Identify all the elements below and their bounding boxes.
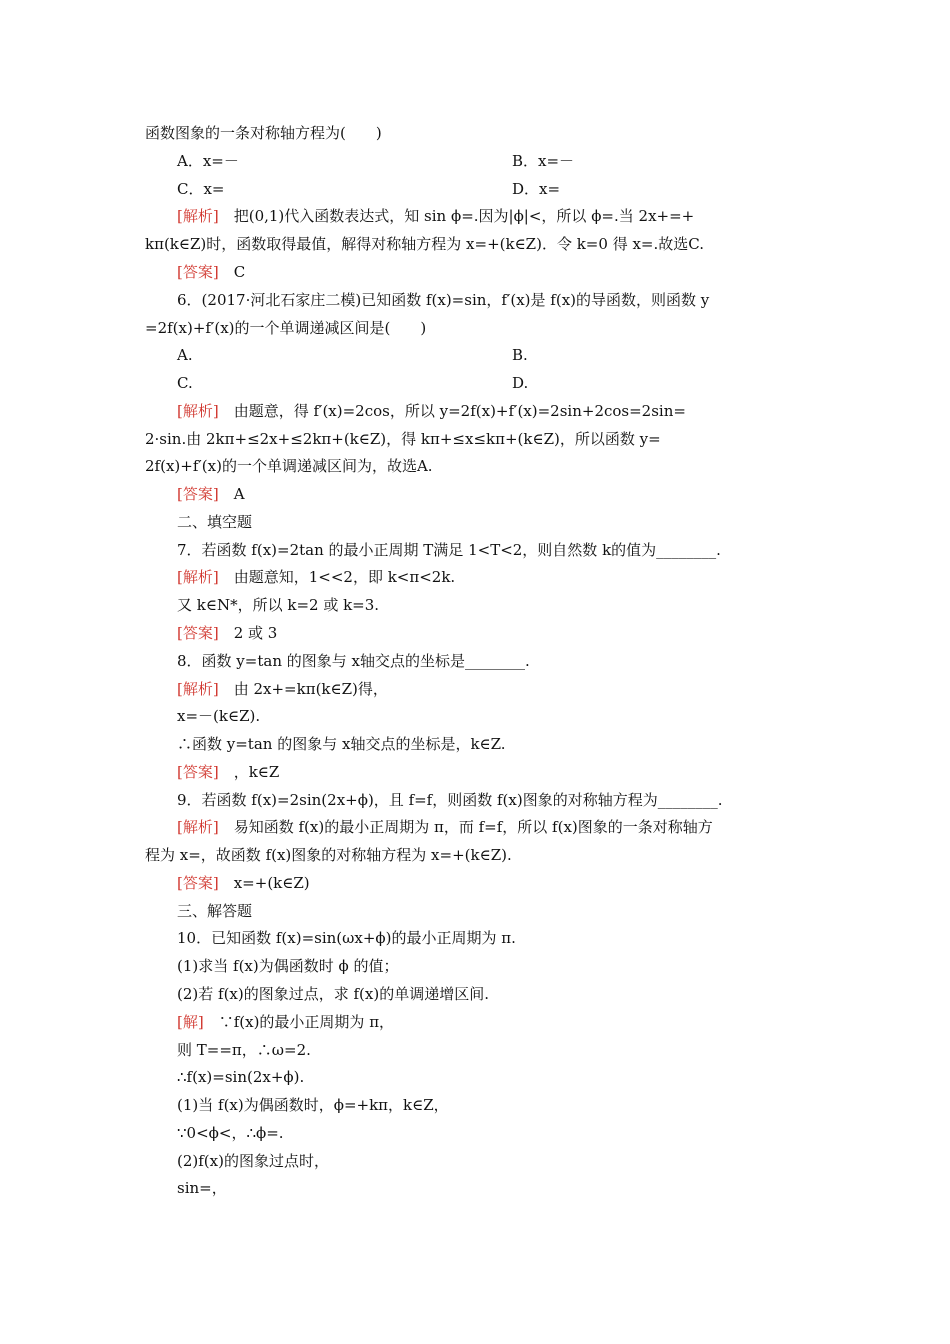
option-b: B．x=－ [512, 152, 575, 170]
solution-q10-line7: sin=， [177, 1179, 227, 1197]
q6-option-c: C. [177, 374, 193, 392]
solution-q10-line2: 则 T==π，∴ω=2. [177, 1041, 311, 1059]
analysis-q9-line1: [解析] 易知函数 f(x)的最小正周期为 π，而 f=f，所以 f(x)图象的一条对称轴方 [177, 818, 713, 836]
analysis-q7-line1: [解析] 由题意知，1<<2，即 k<π<2k. [177, 568, 456, 586]
answer-q7: [答案] 2 或 3 [177, 624, 278, 642]
q6-option-d: D. [512, 374, 529, 392]
answer-tag: [答案] [177, 874, 219, 892]
answer-q8: [答案] ，k∈Z [177, 763, 280, 781]
analysis-q8-line2: x=－(k∈Z). [177, 707, 261, 725]
analysis-tag: [解析] [177, 818, 219, 836]
question-10: 10．已知函数 f(x)=sin(ωx+ϕ)的最小正周期为 π. [177, 929, 516, 947]
question-6-line1: 6．(2017·河北石家庄二模)已知函数 f(x)=sin，f′(x)是 f(x)的导函数，则函数 y [177, 291, 710, 309]
answer-q5: [答案] C [177, 263, 246, 281]
answer-tag: [答案] [177, 624, 219, 642]
question-stem-tail: 函数图象的一条对称轴方程为( ) [145, 124, 382, 142]
analysis-q5-line2: kπ(k∈Z)时，函数取得最值，解得对称轴方程为 x=+(k∈Z)．令 k=0 得 x=.故选C. [145, 235, 704, 253]
answer-tag: [答案] [177, 263, 219, 281]
solution-q10-line6: (2)f(x)的图象过点时， [177, 1152, 329, 1170]
analysis-q9-line2: 程为 x=，故函数 f(x)图象的对称轴方程为 x=+(k∈Z). [145, 846, 512, 864]
analysis-q6-line2: 2·sin.由 2kπ+≤2x+≤2kπ+(k∈Z)，得 kπ+≤x≤kπ+(k∈Z)，所以函数 y= [145, 430, 661, 448]
solution-q10-line5: ∵0<ϕ<，∴ϕ=. [177, 1124, 284, 1142]
answer-tag: [答案] [177, 763, 219, 781]
answer-q6: [答案] A [177, 485, 245, 503]
section-heading-fill-in: 二、填空题 [177, 513, 253, 531]
question-6-line2: =2f(x)+f′(x)的一个单调递减区间是( ) [145, 319, 427, 337]
q6-option-b: B. [512, 346, 528, 364]
q6-option-a: A. [177, 346, 193, 364]
analysis-q6-line3: 2f(x)+f′(x)的一个单调递减区间为，故选A. [145, 457, 433, 475]
analysis-q5-line1: [解析] 把(0,1)代入函数表达式，知 sin ϕ=.因为|ϕ|<，所以 ϕ=.当 2x+=+ [177, 207, 695, 225]
section-heading-solutions: 三、解答题 [177, 902, 253, 920]
solution-q10-line4: (1)当 f(x)为偶函数时，ϕ=+kπ，k∈Z， [177, 1096, 449, 1114]
answer-q9: [答案] x=+(k∈Z) [177, 874, 310, 892]
solution-q10-line3: ∴f(x)=sin(2x+ϕ). [177, 1068, 305, 1086]
option-a: A．x=－ [177, 152, 239, 170]
question-8: 8．函数 y=tan 的图象与 x轴交点的坐标是________. [177, 652, 530, 670]
solution-tag: [解] [177, 1013, 204, 1031]
analysis-tag: [解析] [177, 568, 219, 586]
analysis-tag: [解析] [177, 680, 219, 698]
answer-tag: [答案] [177, 485, 219, 503]
question-9: 9．若函数 f(x)=2sin(2x+ϕ)，且 f=f，则函数 f(x)图象的对称轴方程为________. [177, 791, 723, 809]
question-10-part1: (1)求当 f(x)为偶函数时 ϕ 的值； [177, 957, 399, 975]
option-c: C．x= [177, 180, 225, 198]
analysis-q8-line3: ∴函数 y=tan 的图象与 x轴交点的坐标是，k∈Z. [177, 735, 506, 753]
question-10-part2: (2)若 f(x)的图象过点，求 f(x)的单调递增区间. [177, 985, 489, 1003]
question-7: 7．若函数 f(x)=2tan 的最小正周期 T满足 1<T<2，则自然数 k的值为________. [177, 541, 721, 559]
analysis-q7-line2: 又 k∈N*，所以 k=2 或 k=3. [177, 596, 380, 614]
solution-q10-line1: [解] ∵f(x)的最小正周期为 π， [177, 1013, 395, 1031]
analysis-q8-line1: [解析] 由 2x+=kπ(k∈Z)得， [177, 680, 388, 698]
analysis-tag: [解析] [177, 402, 219, 420]
analysis-tag: [解析] [177, 207, 219, 225]
option-d: D．x= [512, 180, 561, 198]
analysis-q6-line1: [解析] 由题意，得 f′(x)=2cos，所以 y=2f(x)+f′(x)=2sin+2cos=2sin= [177, 402, 686, 420]
